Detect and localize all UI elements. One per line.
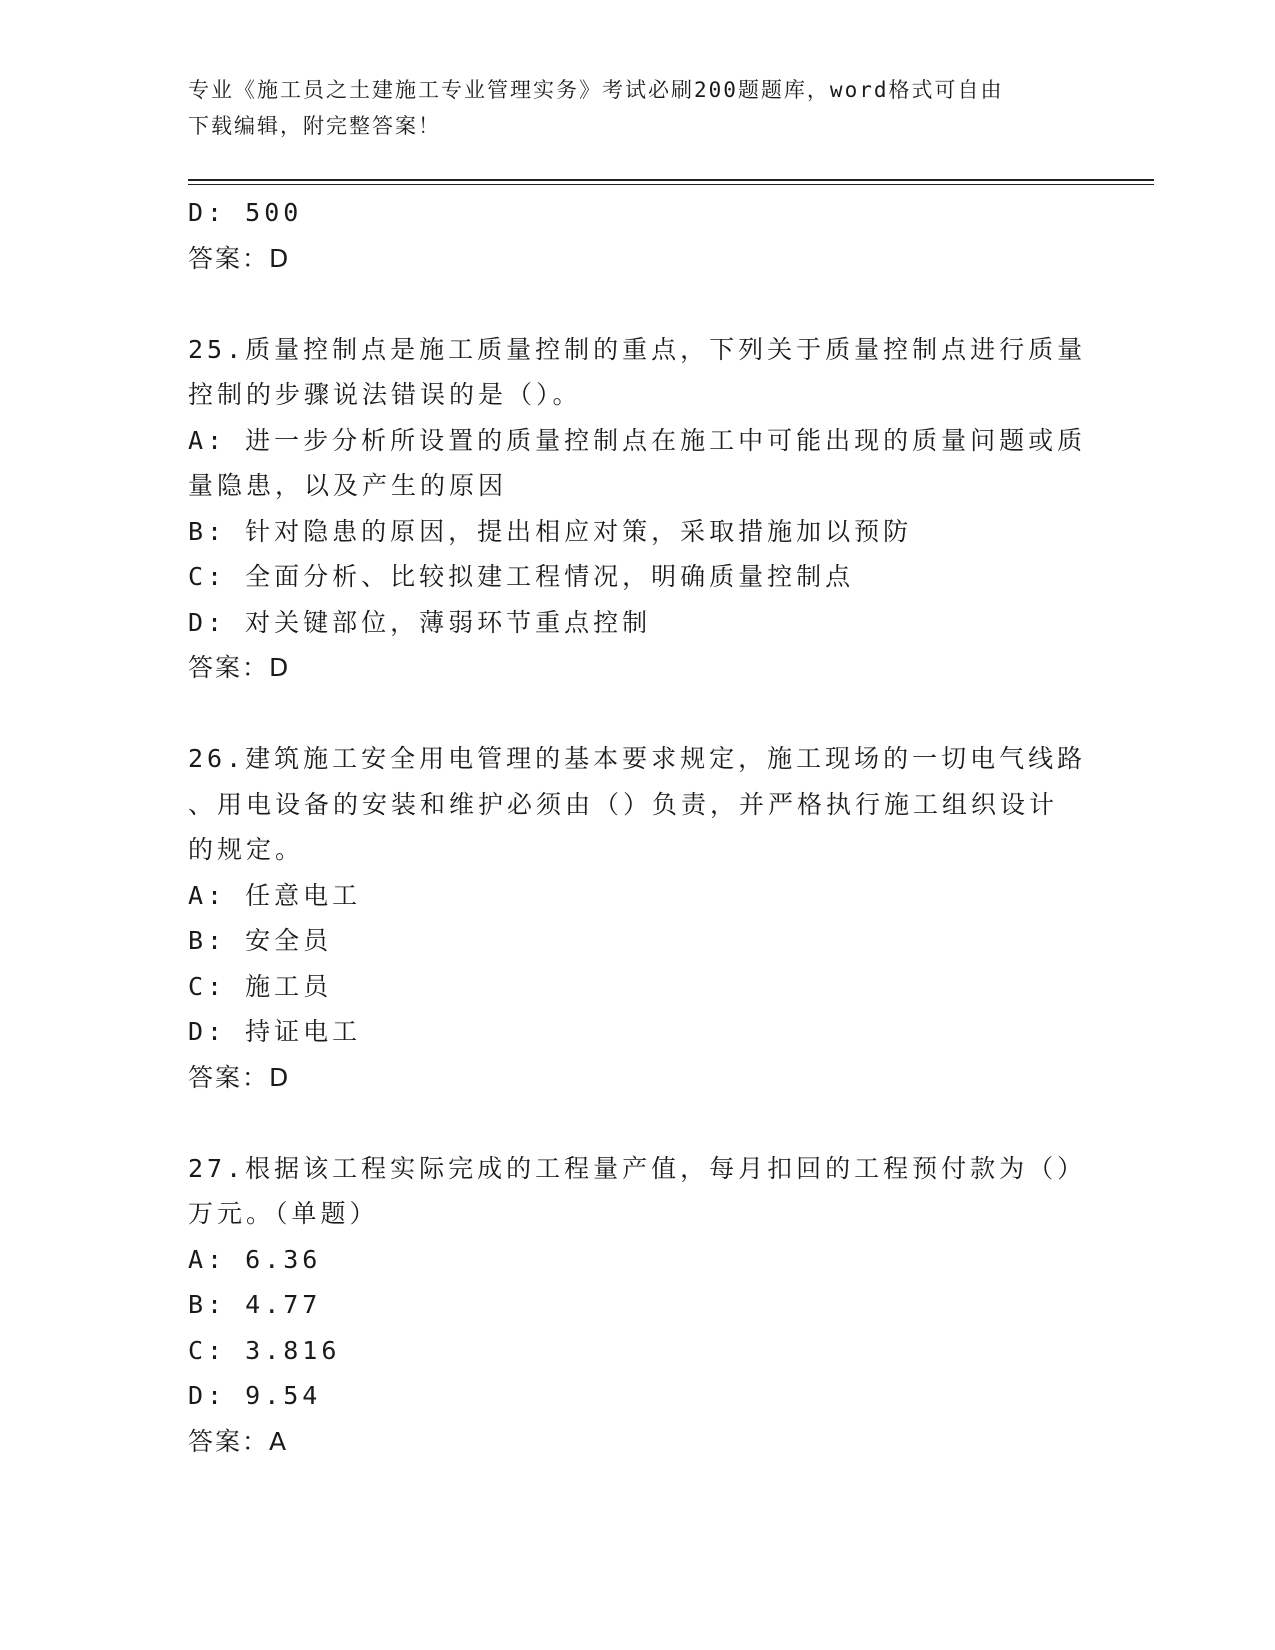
answer: 答案：D [188,653,291,682]
option-a: A: 6.36 [188,1244,322,1274]
option-d: D: 9.54 [188,1381,322,1410]
question-text-line: 27.根据该工程实际完成的工程量产值，每月扣回的工程预付款为（） [188,1153,1087,1183]
question-26 [188,736,1088,1100]
answer: 答案：D [188,1062,291,1092]
header-divider-thick [188,179,1154,181]
question-text-line: 控制的步骤说法错误的是（）。 [188,380,582,409]
carryover-option-d: D: 500 [188,198,303,227]
question-25 [188,327,1088,691]
question-text-line: 26.建筑施工安全用电管理的基本要求规定，施工现场的一切电气线路 [188,744,1087,773]
carryover-answer: 答案：D [188,243,291,273]
question-text-line: 、用电设备的安装和维护必须由（）负责，并严格执行施工组织设计 [188,789,1059,819]
header-line-2: 下载编辑，附完整答案！ [188,114,441,138]
option-a: A: 任意电工 [188,880,362,910]
question-text-line: 25.质量控制点是施工质量控制的重点，下列关于质量控制点进行质量 [188,334,1087,364]
option-a: A: 进一步分析所设置的质量控制点在施工中可能出现的质量问题或质 [188,425,1087,455]
option-c: C: 3.816 [188,1335,341,1365]
document-body [188,190,1088,1464]
option-a-continued: 量隐患，以及产生的原因 [188,471,508,500]
header-divider-thin [188,184,1154,185]
document-header [188,72,1088,144]
option-d: D: 对关键部位，薄弱环节重点控制 [188,607,652,637]
question-27 [188,1146,1088,1465]
option-c: C: 全面分析、比较拟建工程情况，明确质量控制点 [188,562,855,591]
option-b: B: 针对隐患的原因，提出相应对策，采取措施加以预防 [188,516,913,546]
question-text-line: 的规定。 [188,835,305,864]
option-c: C: 施工员 [188,971,333,1001]
answer: 答案：A [188,1426,289,1456]
option-d: D: 持证电工 [188,1017,362,1046]
header-line-1: 专业《施工员之土建施工专业管理实务》考试必刷200题题库，word格式可自由 [188,78,1004,102]
option-b: B: 安全员 [188,926,333,955]
option-b: B: 4.77 [188,1290,322,1319]
question-text-line: 万元。（单题） [188,1199,379,1228]
